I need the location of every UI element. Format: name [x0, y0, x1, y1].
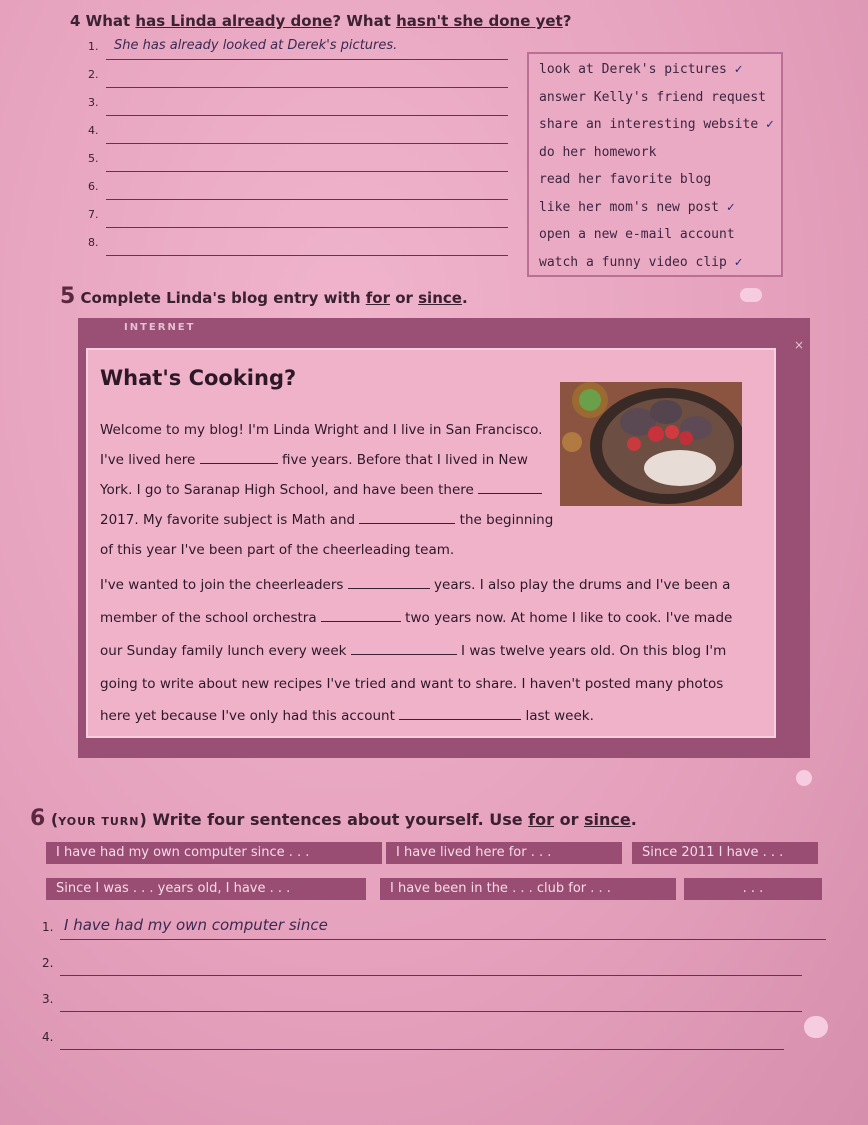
plate-illustration	[560, 382, 742, 506]
answer-line[interactable]	[88, 66, 508, 92]
writing-rule	[106, 143, 508, 144]
writing-rule	[106, 59, 508, 60]
phrase-chip: I have lived here for . . .	[386, 842, 622, 864]
blog-line: of this year I've been part of the cheerleading team.	[100, 542, 455, 558]
writing-rule	[106, 227, 508, 228]
task-item	[539, 255, 743, 270]
line-number: 8.	[88, 236, 99, 249]
task-item	[539, 62, 743, 77]
task-checklist	[527, 52, 783, 277]
fill-in-blank[interactable]	[321, 610, 401, 622]
answer-line[interactable]	[88, 94, 508, 120]
task-item	[539, 227, 735, 242]
exercise-number: 5	[60, 284, 76, 309]
answer-line[interactable]	[88, 178, 508, 204]
answer-line[interactable]	[88, 38, 508, 64]
checkmark-icon: ✓	[734, 62, 743, 77]
blog-line: York. I go to Saranap High School, and have been there	[100, 482, 542, 498]
close-icon: ×	[794, 338, 805, 352]
task-item	[539, 200, 735, 215]
exercise-5-title: 5 Complete Linda's blog entry with for or since.	[60, 284, 468, 309]
line-number: 4.	[88, 124, 99, 137]
handwritten-answer: I have had my own computer since	[64, 916, 328, 934]
phrase-chip: I have had my own computer since . . .	[46, 842, 382, 864]
line-number: 5.	[88, 152, 99, 165]
task-item	[539, 172, 711, 187]
task-label: do her homework	[539, 144, 657, 160]
checkmark-icon: ✓	[765, 117, 774, 132]
task-label: answer Kelly's friend request	[539, 89, 766, 105]
line-number: 3.	[42, 992, 54, 1006]
writing-rule	[60, 1011, 802, 1012]
phrase-chip: I have been in the . . . club for . . .	[380, 878, 676, 900]
phrase-chip: . . .	[684, 878, 822, 900]
answer-line[interactable]	[42, 950, 802, 980]
fill-in-blank[interactable]	[200, 452, 278, 464]
writing-rule	[106, 171, 508, 172]
task-item	[539, 117, 774, 132]
fill-in-blank[interactable]	[399, 708, 521, 720]
exercise-number: 4	[70, 12, 81, 30]
blog-line: going to write about new recipes I've tried and want to share. I haven't posted many photos	[100, 676, 724, 692]
line-number: 6.	[88, 180, 99, 193]
writing-rule	[106, 255, 508, 256]
blog-line: I've wanted to join the cheerleaders years. I also play the drums and I've been a	[100, 577, 731, 593]
task-item	[539, 145, 656, 160]
fill-in-blank[interactable]	[478, 482, 542, 494]
blog-line: our Sunday family lunch every week I was twelve years old. On this blog I'm	[100, 643, 727, 659]
section-marker	[740, 288, 762, 302]
section-marker	[796, 770, 812, 786]
writing-rule	[106, 199, 508, 200]
browser-tab-label: INTERNET	[124, 322, 196, 333]
answer-line[interactable]	[88, 150, 508, 176]
line-number: 7.	[88, 208, 99, 221]
task-label: open a new e-mail account	[539, 227, 735, 242]
line-number: 1.	[88, 40, 99, 53]
writing-rule	[60, 939, 826, 940]
checkmark-icon: ✓	[726, 199, 735, 215]
task-label: read her favorite blog	[539, 172, 712, 187]
task-label: like her mom's new post	[539, 199, 720, 215]
line-number: 2.	[88, 68, 99, 81]
section-marker	[804, 1016, 828, 1038]
writing-rule	[106, 115, 508, 116]
writing-rule	[60, 975, 802, 976]
line-number: 2.	[42, 956, 54, 970]
food-photo	[560, 382, 742, 506]
blog-line: 2017. My favorite subject is Math and the beginning	[100, 512, 554, 528]
line-number: 3.	[88, 96, 99, 109]
fill-in-blank[interactable]	[351, 643, 457, 655]
exercise-4-title: 4 What has Linda already done? What hasn't she done yet?	[70, 12, 572, 30]
exercise-number: 6	[30, 806, 46, 831]
phrase-chip: Since I was . . . years old, I have . . .	[46, 878, 366, 900]
answer-line[interactable]	[42, 914, 826, 944]
answer-line[interactable]	[88, 234, 508, 260]
writing-rule	[60, 1049, 784, 1050]
blog-line: here yet because I've only had this account last week.	[100, 708, 594, 724]
blog-line: Welcome to my blog! I'm Linda Wright and I live in San Francisco.	[100, 422, 543, 438]
answer-line[interactable]	[42, 1024, 784, 1054]
your-turn-label: YOUR TURN	[58, 815, 140, 828]
line-number: 4.	[42, 1030, 54, 1044]
blog-line: member of the school orchestra two years now. At home I like to cook. I've made	[100, 610, 733, 626]
phrase-chip: Since 2011 I have . . .	[632, 842, 818, 864]
task-label: look at Derek's pictures	[539, 62, 727, 77]
task-label: watch a funny video clip	[539, 254, 727, 270]
handwritten-answer: She has already looked at Derek's pictures.	[114, 38, 398, 53]
writing-rule	[106, 87, 508, 88]
answer-line[interactable]	[42, 986, 802, 1016]
blog-line: I've lived here five years. Before that I lived in New	[100, 452, 528, 468]
exercise-6-title: 6 (YOUR TURN) Write four sentences about yourself. Use for or since.	[30, 806, 637, 831]
fill-in-blank[interactable]	[348, 577, 430, 589]
fill-in-blank[interactable]	[359, 512, 455, 524]
checkmark-icon: ✓	[734, 254, 743, 270]
line-number: 1.	[42, 920, 54, 934]
task-label: share an interesting website	[539, 117, 759, 132]
blog-title: What's Cooking?	[100, 366, 297, 390]
answer-line[interactable]	[88, 206, 508, 232]
answer-line[interactable]	[88, 122, 508, 148]
task-item	[539, 90, 766, 105]
